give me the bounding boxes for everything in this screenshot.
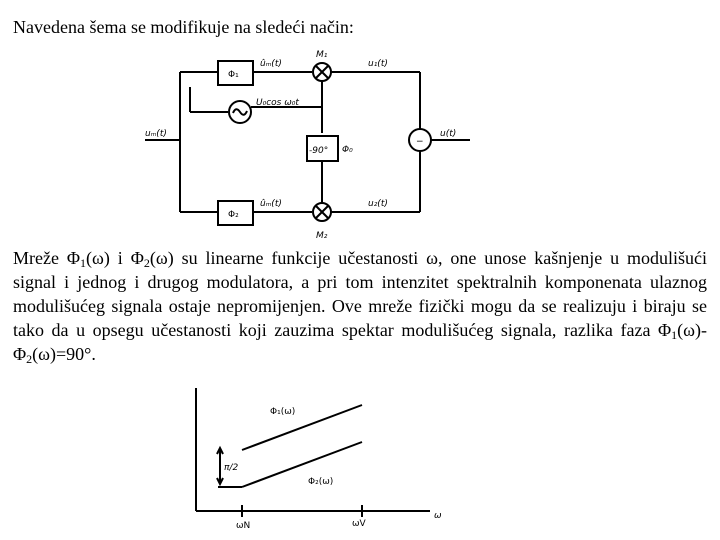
phase-shift-label: -90°	[309, 146, 329, 156]
um2-label: ûₘ(t)	[260, 199, 282, 209]
phi1-curve	[242, 405, 362, 450]
omega-v-label: ωV	[352, 519, 366, 529]
u1-label: u₁(t)	[368, 59, 388, 69]
phase-graph	[0, 378, 720, 540]
um1-label: ûₘ(t)	[260, 59, 282, 69]
modulator-block-diagram	[0, 0, 720, 250]
omega-n-label: ωN	[236, 521, 251, 531]
phi2-curve-label: Φ₂(ω)	[308, 477, 334, 487]
output-label: u(t)	[440, 129, 457, 139]
phi1-curve-label: Φ₁(ω)	[270, 407, 296, 417]
phi2-label: Φ₂	[228, 210, 239, 220]
u2-label: u₂(t)	[368, 199, 388, 209]
pi-half-label: π/2	[224, 463, 239, 473]
adder-sign: −	[416, 137, 424, 147]
omega-axis-label: ω	[434, 511, 442, 521]
description-paragraph: Mreže $\Phi_1(\omega)$ i $\Phi_2(\omega)$ su linearne funkcije učestanosti ω, one unose kašnjenje u modulišući signal i jednog i drugog modulatora, a pri tom intenzitet spektralnih komponenata ulaznog modulišućeg signala ostaje nepromijenjen. Ove mreže fizički mogu da se realizuju i biraju se tako da u opsegu učestanosti koji zauzima spektar modulišućeg signala, razlika faza $\Phi_1(\omega)-\Phi_2(\omega)=90^\circ$.	[13, 248, 707, 366]
carrier-label: U₀cos ω₀t	[256, 98, 299, 108]
input-label: uₘ(t)	[145, 129, 167, 139]
page-heading: Navedena šema se modifikuje na sledeći način:	[13, 17, 354, 37]
phi0-label: Φ₀	[342, 145, 353, 155]
phi1-label: Φ₁	[228, 70, 239, 80]
m2-label: M₂	[316, 231, 328, 241]
m1-label: M₁	[316, 50, 328, 60]
